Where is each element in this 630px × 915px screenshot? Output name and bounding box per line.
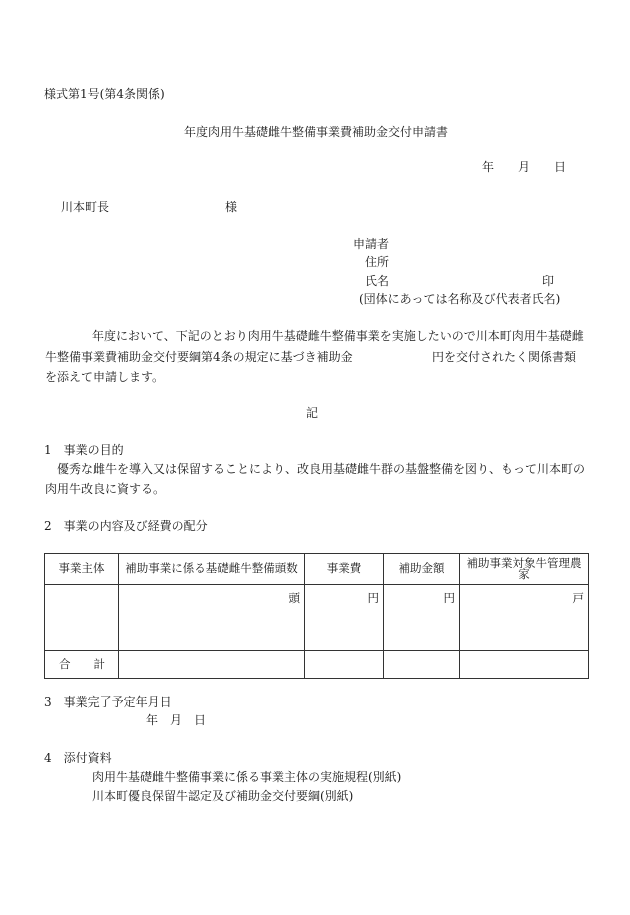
form-number: 様式第1号(第4条関係)	[44, 87, 165, 101]
total-head-count	[119, 651, 305, 679]
applicant-address-label: 住所	[365, 255, 390, 269]
section1-heading: 1 事業の目的	[44, 443, 124, 457]
body-line-2a: 牛整備事業費補助金交付要綱第4条の規定に基づき補助金	[45, 350, 353, 364]
header-project-cost: 事業費	[305, 554, 384, 585]
body-line-3: を添えて申請します。	[45, 370, 165, 384]
expense-table	[44, 553, 589, 679]
table-header-row	[45, 554, 589, 585]
attachment-item-2: 川本町優良保留牛認定及び補助金交付要綱(別紙)	[92, 789, 354, 803]
table-row	[45, 585, 589, 651]
body-line-2b: 円を交付されたく関係書類	[432, 350, 577, 364]
date-line: 年 月 日	[482, 160, 567, 174]
addressee-name: 川本町長	[61, 200, 110, 214]
total-label: 合 計	[45, 651, 119, 679]
cell-entity	[45, 585, 119, 651]
cell-head-count: 頭	[119, 585, 305, 651]
table-total-row	[45, 651, 589, 679]
addressee-honorific: 様	[225, 200, 238, 214]
attachment-item-1: 肉用牛基礎雌牛整備事業に係る事業主体の実施規程(別紙)	[92, 770, 402, 784]
total-farm-households	[460, 651, 589, 679]
section3-heading: 3 事業完了予定年月日	[44, 695, 172, 709]
section1-text-2: 肉用牛改良に資する。	[45, 482, 166, 496]
body-line-1: 年度において、下記のとおり肉用牛基礎雌牛整備事業を実施したいので川本町肉用牛基礎雌	[92, 329, 584, 343]
section1-text-1: 優秀な雌牛を導入又は保留することにより、改良用基礎雌牛群の基盤整備を図り、もって川本町の	[57, 462, 586, 476]
header-head-count: 補助事業に係る基礎雌牛整備頭数	[119, 554, 305, 585]
applicant-label: 申請者	[353, 237, 390, 251]
cell-farm-households: 戸	[460, 585, 589, 651]
applicant-name-label: 氏名	[365, 274, 390, 288]
cell-subsidy-amount: 円	[384, 585, 460, 651]
applicant-note: (団体にあっては名称及び代表者氏名)	[359, 292, 561, 306]
section4-heading: 4 添付資料	[44, 751, 112, 765]
section3-date: 年 月 日	[146, 713, 207, 727]
seal-mark: 印	[542, 274, 555, 288]
ki-mark: 記	[306, 406, 319, 420]
header-farm-households: 補助事業対象牛管理農家	[460, 554, 589, 585]
section2-heading: 2 事業の内容及び経費の配分	[44, 519, 208, 533]
cell-project-cost: 円	[305, 585, 384, 651]
total-project-cost	[305, 651, 384, 679]
header-subsidy-amount: 補助金額	[384, 554, 460, 585]
total-subsidy-amount	[384, 651, 460, 679]
header-entity: 事業主体	[45, 554, 119, 585]
document-title: 年度肉用牛基礎雌牛整備事業費補助金交付申請書	[184, 125, 449, 139]
